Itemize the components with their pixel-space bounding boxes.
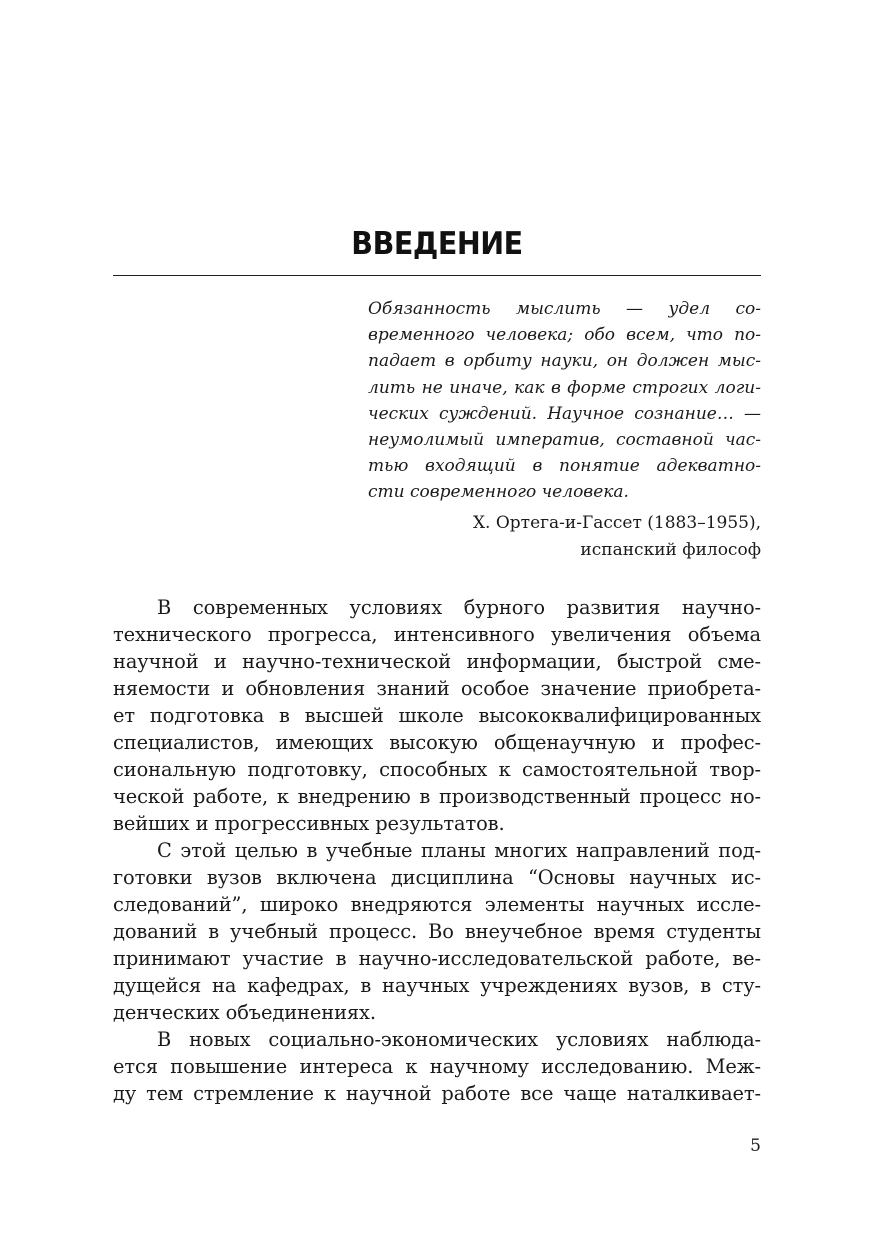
text-line: С этой целью в учебные планы многих направлений под- xyxy=(157,839,761,862)
paragraph xyxy=(113,1026,761,1107)
page-number: 5 xyxy=(750,1136,761,1156)
epigraph-line: временного человека; обо всем, что по- xyxy=(368,325,761,346)
text-line: няемости и обновления знаний особое значение приобрета- xyxy=(113,677,761,700)
text-line: дущейся на кафедрах, в научных учреждениях вузов, в сту- xyxy=(113,974,761,997)
epigraph-line: неумолимый императив, составной час- xyxy=(368,429,761,450)
text-line: сиональную подготовку, способных к самостоятельной твор- xyxy=(113,758,761,781)
text-line: специалистов, имеющих высокую общенаучную и профес- xyxy=(113,731,761,754)
text-line: следований”, широко внедряются элементы научных иссле- xyxy=(113,893,761,916)
text-line: ческой работе, к внедрению в производственный процесс но- xyxy=(113,785,761,808)
attribution-description: испанский философ xyxy=(580,540,761,560)
epigraph-line: ческих суждений. Научное сознание… — xyxy=(368,403,761,424)
paragraph xyxy=(113,594,761,837)
text-line: ду тем стремление к научной работе все чаще наталкивает- xyxy=(113,1082,761,1105)
text-line: готовки вузов включена дисциплина “Основы научных ис- xyxy=(113,866,761,889)
epigraph-line: Обязанность мыслить — удел со- xyxy=(368,299,761,319)
epigraph-line: лить не иначе, как в форме строгих логи- xyxy=(368,377,761,398)
heading-rule xyxy=(113,275,761,276)
text-line: В новых социально-экономических условиях наблюда- xyxy=(157,1028,761,1051)
text-line: принимают участие в научно-исследовательской работе, ве- xyxy=(113,947,761,970)
epigraph-line: падает в орбиту науки, он должен мыс- xyxy=(368,351,761,372)
body-text xyxy=(113,594,761,1107)
chapter-heading: ВВЕДЕНИЕ xyxy=(351,226,523,262)
text-line: В современных условиях бурного развития научно- xyxy=(157,596,761,619)
attribution-author: Х. Ортега-и-Гассет (1883–1955), xyxy=(472,513,761,533)
epigraph-attribution xyxy=(368,510,761,564)
text-line: дований в учебный процесс. Во внеучебное время студенты xyxy=(113,920,761,943)
text-line: научной и научно-технической информации, быстрой сме- xyxy=(113,650,761,673)
text-line: ется повышение интереса к научному исследованию. Меж- xyxy=(113,1055,761,1078)
text-line: вейших и прогрессивных результатов. xyxy=(113,812,505,835)
text-line: денческих объединениях. xyxy=(113,1001,376,1024)
text-line: ет подготовка в высшей школе высококвалифицированных xyxy=(113,704,761,727)
epigraph-line: тью входящий в понятие адекватно- xyxy=(368,456,761,477)
text-line: технического прогресса, интенсивного увеличения объема xyxy=(113,623,761,646)
paragraph xyxy=(113,837,761,1026)
epigraph xyxy=(368,296,761,506)
epigraph-line: сти современного человека. xyxy=(368,482,629,503)
